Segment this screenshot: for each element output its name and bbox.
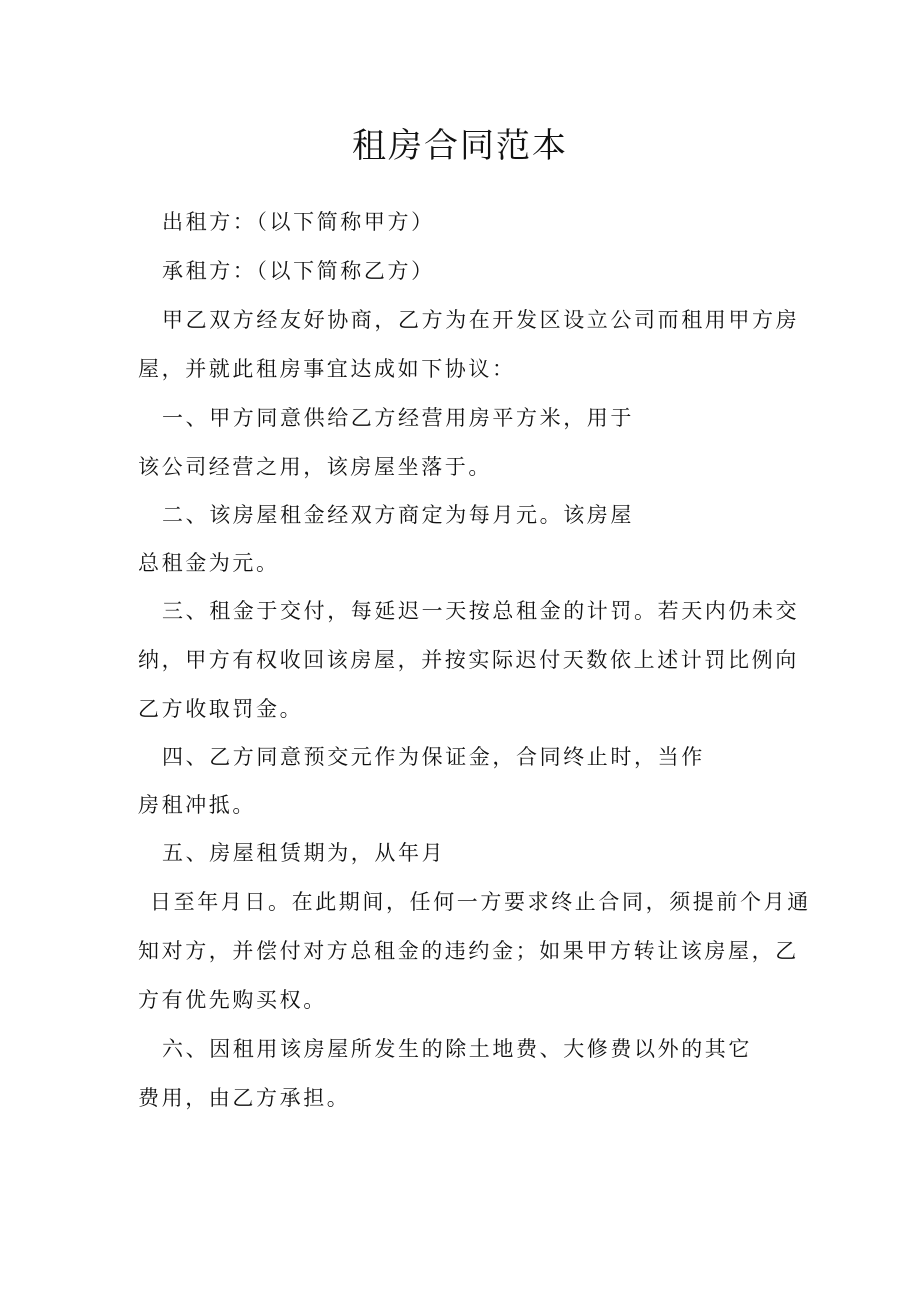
- text-line: 承租方：（以下简称乙方）: [162, 259, 435, 283]
- text-line: 屋，并就此租房事宜达成如下协议：: [138, 357, 516, 381]
- text-line: 二、该房屋租金经双方商定为每月元。该房屋: [162, 503, 634, 527]
- text-line: 五、房屋租赁期为，从年月: [162, 841, 446, 865]
- text-line: 四、乙方同意预交元作为保证金，合同终止时，当作: [162, 745, 705, 769]
- text-line: 出租方：（以下简称甲方）: [162, 210, 435, 234]
- text-line: 纳，甲方有权收回该房屋，并按实际迟付天数依上述计罚比例向: [138, 648, 799, 672]
- text-line: 一、甲方同意供给乙方经营用房平方米，用于: [162, 406, 634, 430]
- text-line: 知对方，并偿付对方总租金的违约金；如果甲方转让该房屋，乙: [138, 939, 799, 963]
- text-line: 房租冲抵。: [138, 793, 256, 817]
- text-line: 总租金为元。: [138, 551, 280, 575]
- text-line: 方有优先购买权。: [138, 988, 327, 1012]
- document-title: 租房合同范本: [352, 126, 568, 166]
- text-line: 三、租金于交付，每延迟一天按总租金的计罚。若天内仍未交: [162, 599, 800, 623]
- text-line: 乙方收取罚金。: [138, 697, 304, 721]
- text-line: 费用，由乙方承担。: [138, 1086, 351, 1110]
- text-line: 甲乙双方经友好协商，乙方为在开发区设立公司而租用甲方房: [162, 308, 800, 332]
- text-line: 日至年月日。在此期间，任何一方要求终止合同，须提前个月通: [150, 890, 811, 914]
- text-line: 该公司经营之用，该房屋坐落于。: [138, 455, 492, 479]
- text-line: 六、因租用该房屋所发生的除土地费、大修费以外的其它: [162, 1037, 752, 1061]
